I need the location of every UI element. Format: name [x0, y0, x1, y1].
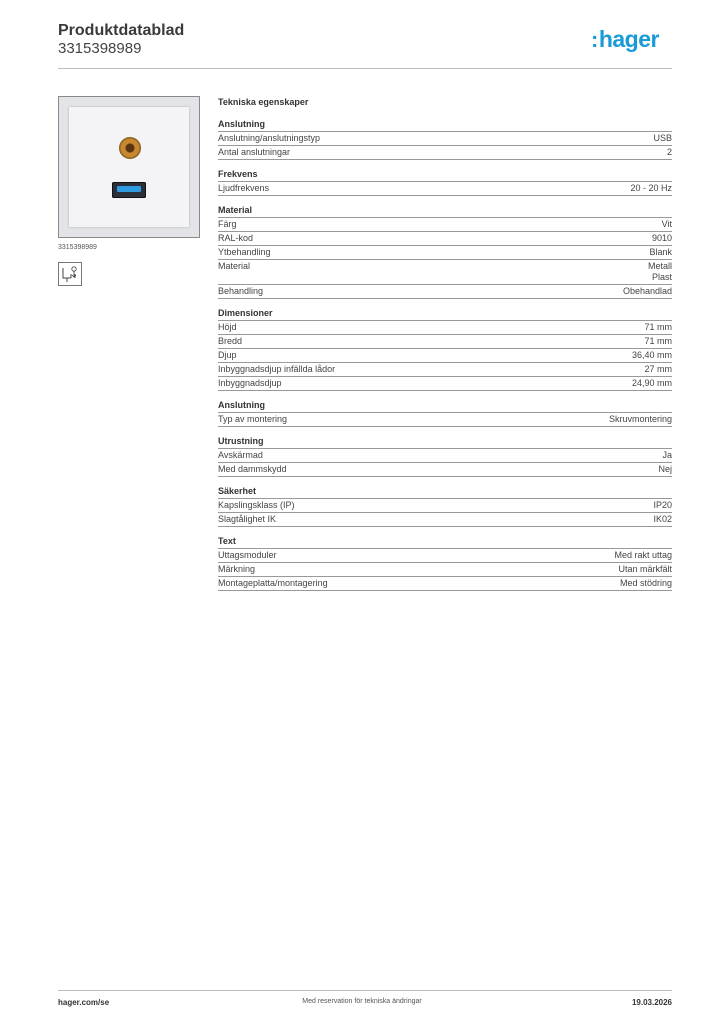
footer-divider: [58, 990, 672, 991]
spec-row: [218, 513, 672, 527]
spec-value-text: 9010: [651, 233, 672, 243]
spec-group-title: Anslutning: [218, 119, 672, 132]
spec-row: [218, 449, 672, 463]
spec-group-title: Dimensioner: [218, 308, 672, 321]
spec-value-text: 2: [666, 147, 672, 157]
socket-plate: [69, 107, 189, 227]
spec-value-text: USB: [653, 133, 672, 143]
spec-value: [620, 578, 672, 589]
spec-label: Ytbehandling: [218, 247, 271, 257]
spec-value: [644, 364, 672, 375]
spec-value: [632, 350, 672, 361]
spec-value: [623, 286, 672, 297]
article-number: 3315398989: [58, 40, 142, 57]
spec-value: [662, 219, 672, 230]
spec-row: [218, 349, 672, 363]
spec-label: Anslutning/anslutningstyp: [218, 133, 321, 143]
spec-label: Ljudfrekvens: [218, 183, 270, 193]
footer-date: 19.03.2026: [631, 998, 672, 1007]
spec-value-text: Metall: [647, 261, 672, 271]
spec-value: [609, 414, 672, 425]
spec-group: [218, 119, 672, 160]
spec-group: [218, 169, 672, 196]
spec-group: [218, 486, 672, 527]
spec-value-text: Nej: [658, 464, 672, 474]
spec-group: [218, 205, 672, 299]
spec-label: Montageplatta/montagering: [218, 578, 328, 588]
spec-value: [652, 233, 672, 244]
spec-value: [644, 336, 672, 347]
spec-row: [218, 413, 672, 427]
usb-socket-symbol-icon: [58, 262, 82, 286]
spec-value-text: Obehandlad: [622, 286, 672, 296]
spec-value: [653, 514, 672, 525]
spec-value-text: 71 mm: [644, 336, 672, 346]
spec-value: [648, 261, 672, 283]
product-caption: 3315398989: [58, 244, 97, 251]
spec-value-text: Med rakt uttag: [614, 550, 672, 560]
spec-value: [649, 247, 672, 258]
spec-row: [218, 246, 672, 260]
technical-specifications: [218, 97, 672, 600]
spec-label: RAL-kod: [218, 233, 254, 243]
spec-row: [218, 285, 672, 299]
spec-label: Material: [218, 261, 251, 271]
spec-label: Höjd: [218, 322, 237, 332]
spec-value-text: Vit: [661, 219, 672, 229]
spec-group: [218, 536, 672, 591]
spec-label: Bredd: [218, 336, 243, 346]
spec-row: [218, 563, 672, 577]
spec-value: [614, 550, 672, 561]
spec-group: [218, 436, 672, 477]
spec-label: Färg: [218, 219, 237, 229]
logo-dots-icon: :: [591, 27, 598, 52]
spec-value-text: Skruvmontering: [608, 414, 672, 424]
spec-group-title: Utrustning: [218, 436, 672, 449]
spec-group: [218, 400, 672, 427]
spec-row: [218, 335, 672, 349]
spec-row: [218, 321, 672, 335]
spec-group-title: Anslutning: [218, 400, 672, 413]
spec-label: Uttagsmoduler: [218, 550, 277, 560]
spec-row: [218, 260, 672, 285]
spec-value: [662, 450, 672, 461]
spec-value: [653, 500, 672, 511]
spec-value-text: 24,90 mm: [631, 378, 672, 388]
spec-value-text: IK02: [653, 514, 672, 524]
footer-notice: Med reservation för tekniska ändringar: [302, 998, 422, 1005]
spec-row: [218, 577, 672, 591]
spec-row: [218, 146, 672, 160]
spec-label: Märkning: [218, 564, 256, 574]
spec-row: [218, 463, 672, 477]
spec-value: [658, 464, 672, 475]
spec-value-text: Blank: [649, 247, 672, 257]
hager-logo: [591, 26, 659, 53]
spec-value: [630, 183, 672, 194]
spec-value: [653, 133, 672, 144]
spec-row: [218, 182, 672, 196]
spec-row: [218, 132, 672, 146]
spec-value-text: 20 - 20 Hz: [630, 183, 672, 193]
header-divider: [58, 68, 672, 69]
spec-value: [644, 322, 672, 333]
spec-row: [218, 232, 672, 246]
spec-label: Slagtålighet IK: [218, 514, 277, 524]
spec-value: [667, 147, 672, 158]
spec-value-text: 36,40 mm: [631, 350, 672, 360]
spec-value-text: 71 mm: [644, 322, 672, 332]
spec-label: Inbyggnadsdjup infällda lådor: [218, 364, 336, 374]
spec-label: Djup: [218, 350, 237, 360]
spec-label: Behandling: [218, 286, 264, 296]
spec-value-text: Utan märkfält: [618, 564, 672, 574]
product-image: [58, 96, 200, 238]
spec-value-text: Med stödring: [619, 578, 672, 588]
specs-heading: Tekniska egenskaper: [218, 97, 309, 107]
logo-text: hager: [598, 26, 659, 52]
spec-row: [218, 218, 672, 232]
spec-group-title: Material: [218, 205, 672, 218]
spec-value-text: 27 mm: [644, 364, 672, 374]
spec-label: Inbyggnadsdjup: [218, 378, 282, 388]
spec-value-text: IP20: [653, 500, 672, 510]
usb-port-icon: [112, 182, 146, 198]
spec-group-title: Frekvens: [218, 169, 672, 182]
spec-label: Typ av montering: [218, 414, 288, 424]
spec-label: Avskärmad: [218, 450, 263, 460]
spec-group-title: Text: [218, 536, 672, 549]
page-title: Produktdatablad: [58, 22, 185, 39]
spec-value: [632, 378, 672, 389]
spec-row: [218, 499, 672, 513]
spec-value-text: Ja: [662, 450, 672, 460]
spec-label: Med dammskydd: [218, 464, 287, 474]
spec-row: [218, 549, 672, 563]
footer-website: hager.com/se: [58, 998, 110, 1007]
spec-value-text: Plast: [651, 272, 672, 282]
spec-value: [618, 564, 672, 575]
spec-group: [218, 308, 672, 391]
spec-label: Antal anslutningar: [218, 147, 291, 157]
audio-jack-icon: [119, 137, 141, 159]
spec-label: Kapslingsklass (IP): [218, 500, 295, 510]
spec-row: [218, 363, 672, 377]
spec-row: [218, 377, 672, 391]
spec-group-title: Säkerhet: [218, 486, 672, 499]
